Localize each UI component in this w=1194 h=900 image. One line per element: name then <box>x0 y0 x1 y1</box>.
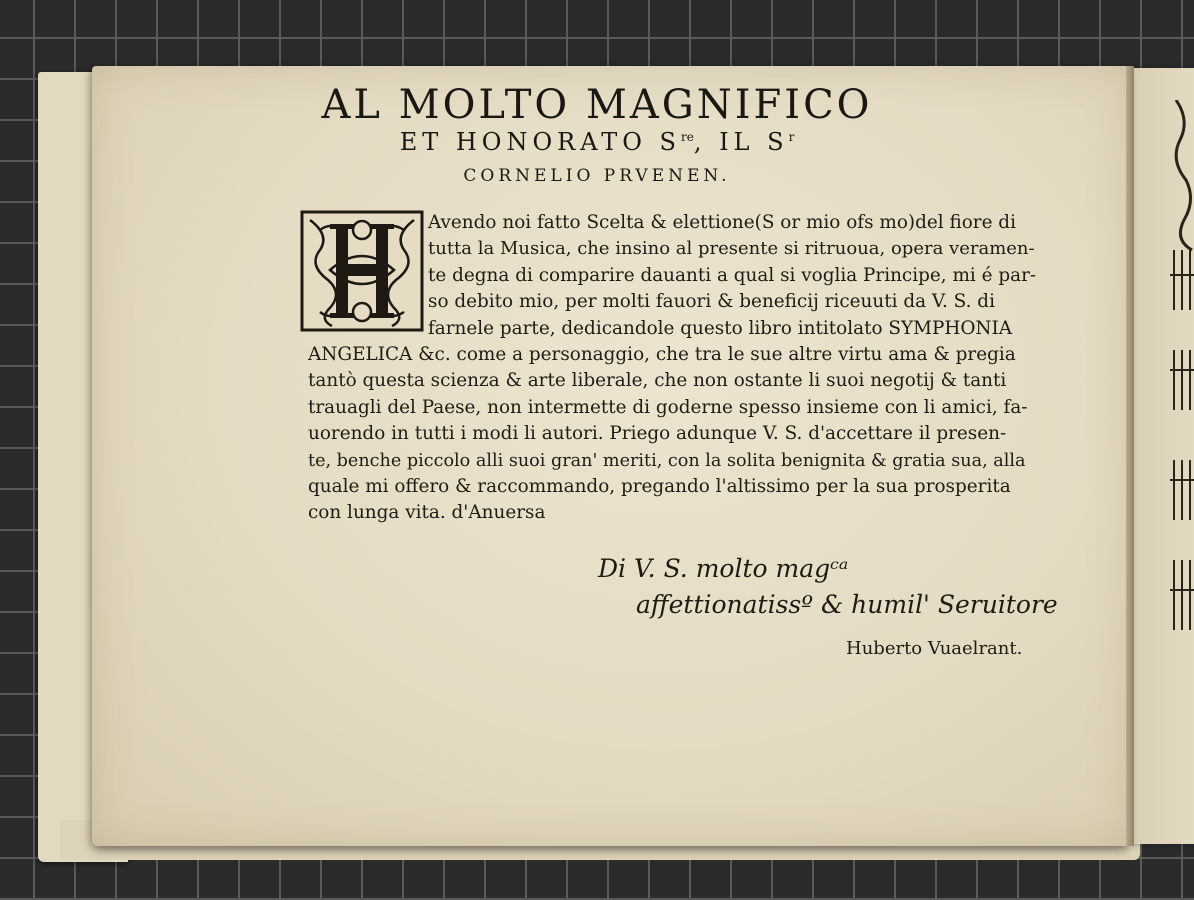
text-line-6: ANGELICA &c. come a personaggio, che tra le sue altre virtu ama & pregia <box>308 343 1016 365</box>
closing-servitore: affettionatissº & humil' Seruitore <box>636 590 1058 619</box>
author-signature: Huberto Vuaelrant. <box>846 638 1023 659</box>
subtitle-sup-2: r <box>788 130 795 144</box>
page-subtitle <box>0 128 1194 156</box>
page-title: AL MOLTO MAGNIFICO <box>321 82 873 128</box>
subtitle-mid: , IL S <box>693 128 789 156</box>
text-line-10: te, benche piccolo alli suoi gran' meriti, con la solita benignita & gratia sua, alla <box>308 450 1026 471</box>
text-line-2: tutta la Musica, che insino al presente si ritruoua, opera veramen- <box>428 238 1035 260</box>
text-line-9: uorendo in tutti i modi li autori. Priego adunque V. S. d'accettare il presen- <box>308 423 1007 445</box>
text-line-11: quale mi offero & raccommando, pregando l'altissimo per la sua prosperita <box>308 475 1011 497</box>
text-line-4: so debito mio, per molti fauori & beneficij riceuuti da V. S. di <box>428 291 995 313</box>
text-line-3: te degna di comparire dauanti a qual si voglia Principe, mi é par- <box>428 264 1037 286</box>
text-line-8: trauagli del Paese, non intermette di goderne spesso insieme con li amici, fa- <box>308 396 1028 418</box>
addressee-name: CORNELIO PRVENEN. <box>463 166 731 186</box>
text-line-1: Avendo noi fatto Scelta & elettione(S or mio ofs mo)del fiore di <box>428 212 1016 233</box>
text-line-12: con lunga vita. d'Anuersa <box>308 502 546 524</box>
subtitle-sup-1: re <box>680 130 694 144</box>
dedication-text <box>308 210 1038 527</box>
closing-salutation: Di V. S. molto magᶜᵃ <box>598 554 849 583</box>
subtitle-main: ET HONORATO S <box>399 128 681 156</box>
text-line-7: tantò questa scienza & arte liberale, che non ostante li suoi negotij & tanti <box>308 370 1007 392</box>
text-line-5: farnele parte, dedicandole questo libro intitolato SYMPHONIA <box>428 317 1013 339</box>
